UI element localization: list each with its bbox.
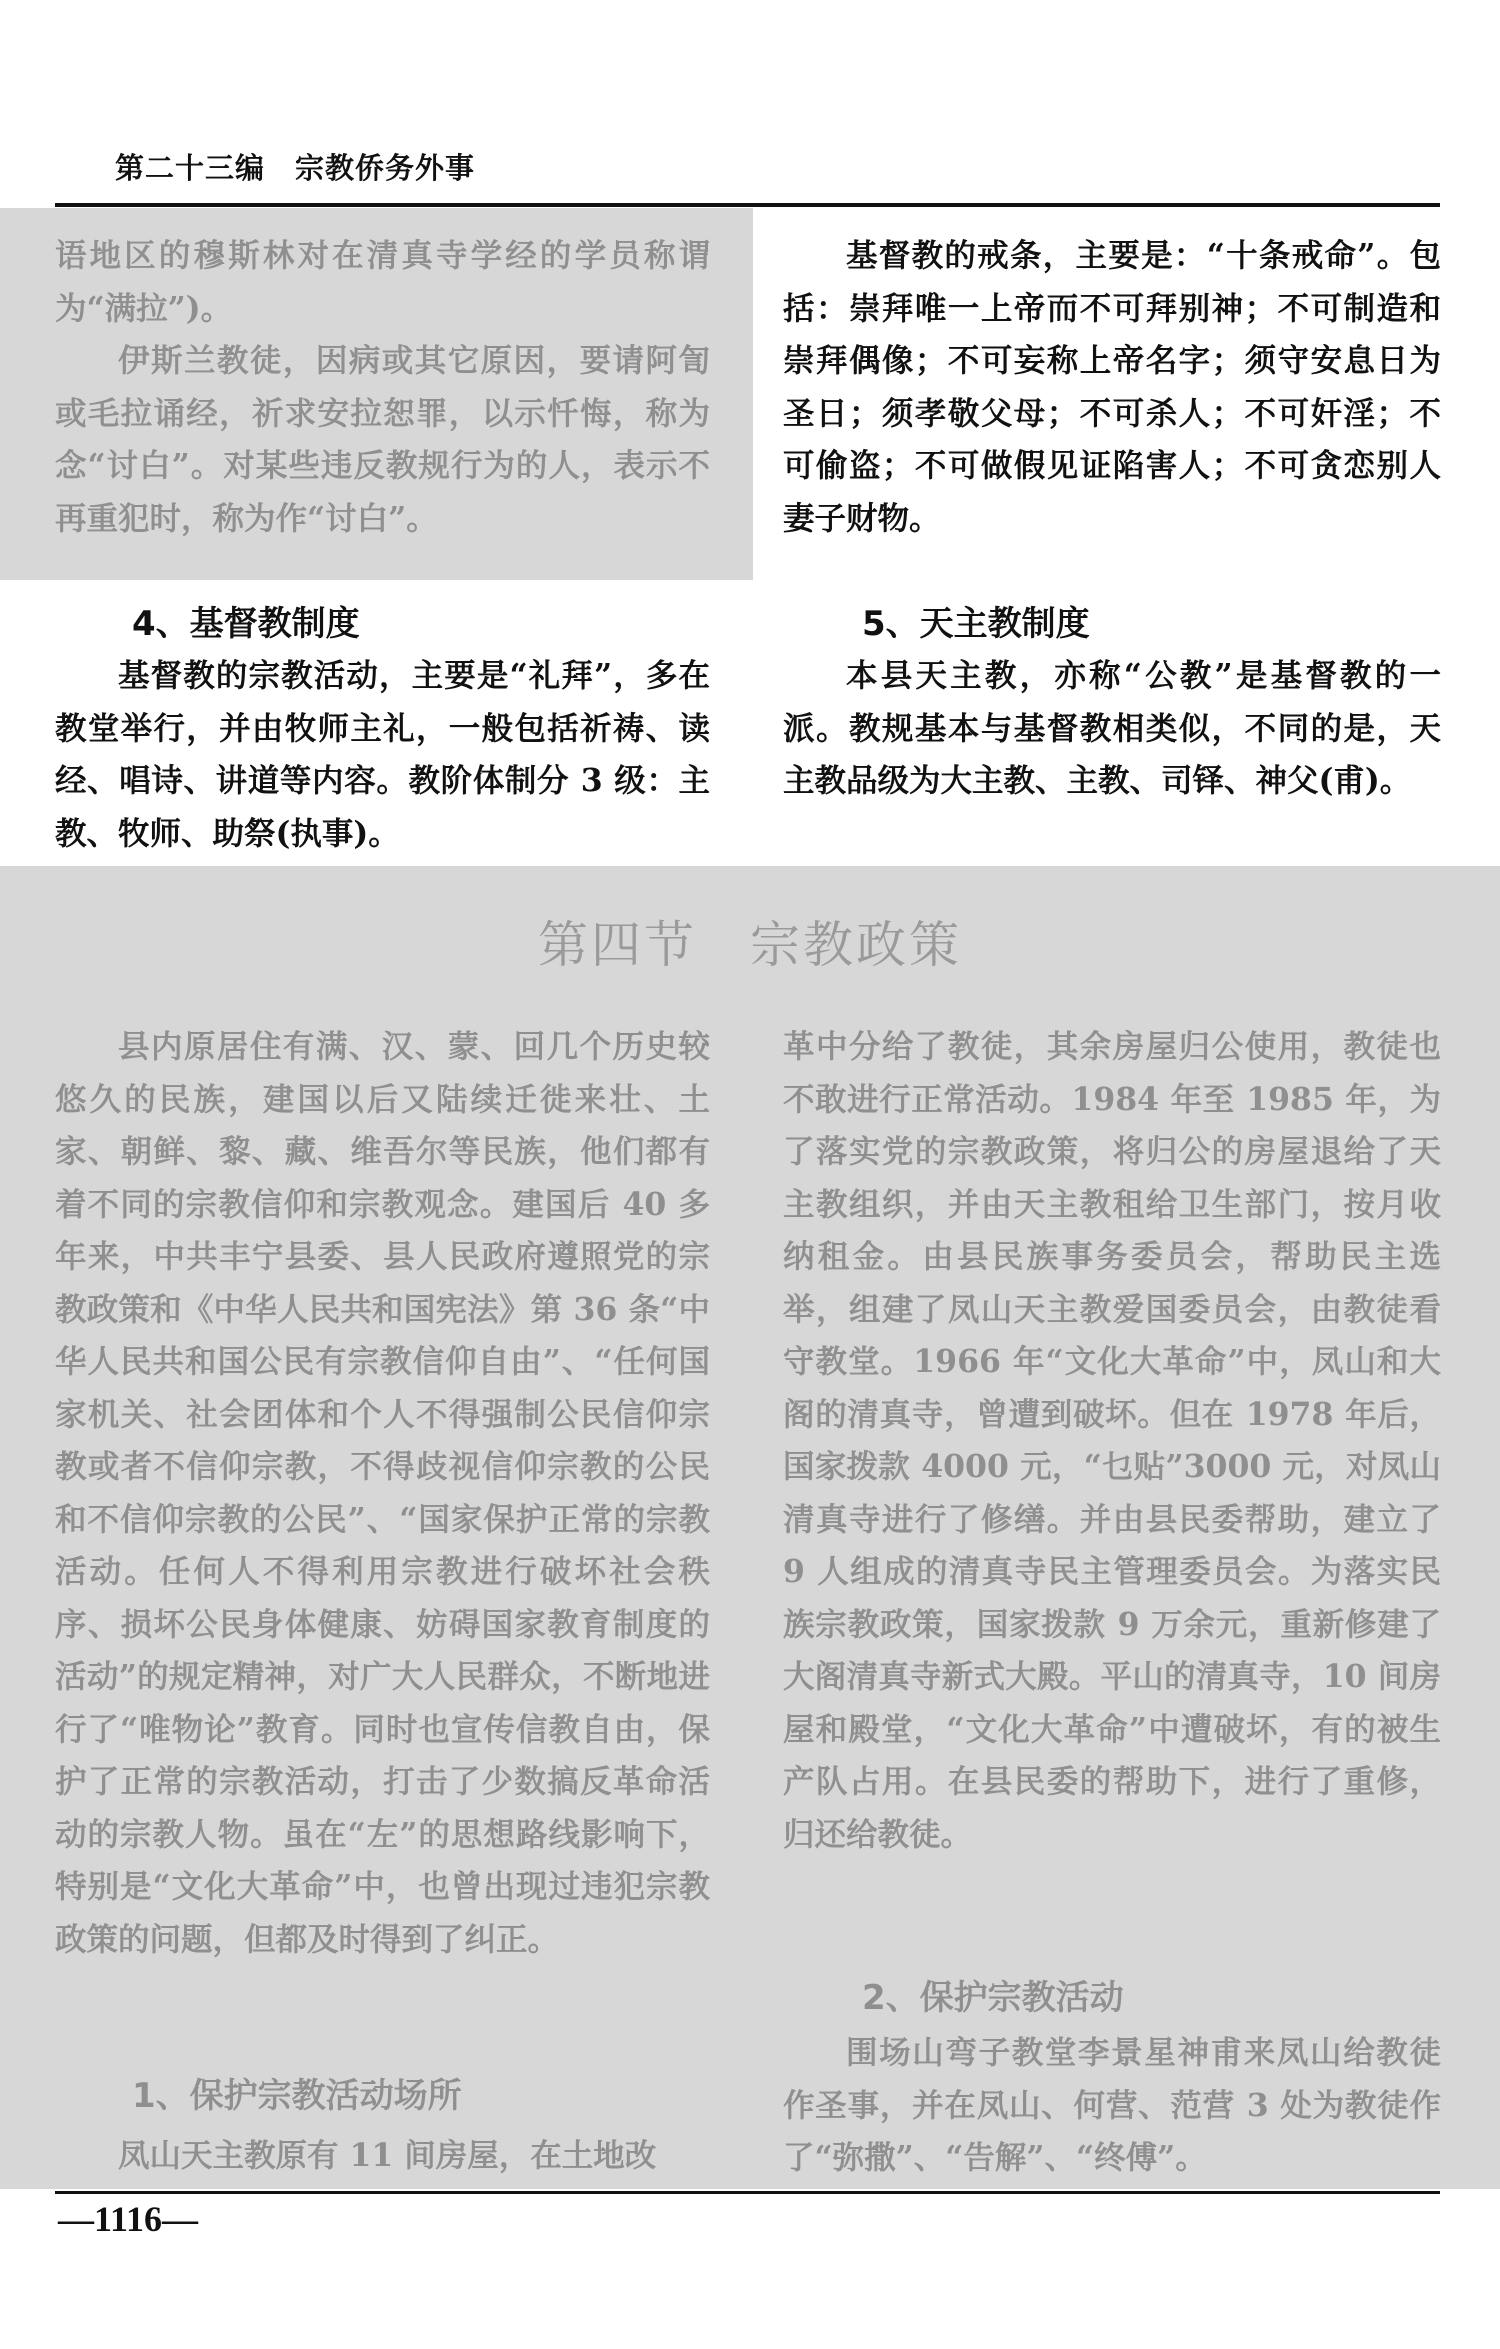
heading-protect-activities: 2、保护宗教活动 <box>862 1978 1124 2018</box>
paragraph: 革中分给了教徒，其余房屋归公使用，教徒也不敢进行正常活动。1984 年至 1985 年，为了落实党的宗教政策，将归公的房屋退给了天主教组织，并由天主教租给卫生部门，按月收纳租金。由县民族事务委员会，帮助民主选举，组建了凤山天主教爱国委员会，由教徒看守教堂。1966 年“文化大革命”中，凤山和大阁的清真寺，曾遭到破坏。但在 1978 年后，国家拨款 4000 元，“乜贴”3000 元，对凤山清真寺进行了修缮。并由县民委帮助，建立了 9 人组成的清真寺民主管理委员会。为落实民族宗教政策，国家拨款 9 万余元，重新修建了大阁清真寺新式大殿。平山的清真寺，10 间房屋和殿堂，“文化大革命”中遭破坏，有的被生产队占用。在县民委的帮助下，进行了重修，归还给教徒。 <box>783 1028 1441 1853</box>
header-rule <box>55 203 1440 207</box>
footer-rule <box>55 2191 1440 2194</box>
section-right-text <box>783 1021 1441 1861</box>
christian-system-text <box>55 650 710 860</box>
running-header: 第二十三编 宗教侨务外事 <box>115 151 476 185</box>
catholic-system-text <box>783 650 1441 808</box>
heading-protect-sites: 1、保护宗教活动场所 <box>132 2076 462 2116</box>
paragraph: 凤山天主教原有 11 间房屋，在土地改 <box>118 2137 657 2174</box>
section-right-text-2 <box>783 2027 1441 2185</box>
upper-right-text <box>783 230 1441 545</box>
paragraph: 基督教的戒条，主要是：“十条戒命”。包括：崇拜唯一上帝而不可拜别神；不可制造和崇拜偶像；不可妄称上帝名字；须守安息日为圣日；须孝敬父母；不可杀人；不可奸淫；不可偷盗；不可做假见证陷害人；不可贪恋别人妻子财物。 <box>783 237 1441 537</box>
paragraph: 基督教的宗教活动，主要是“礼拜”，多在教堂举行，并由牧师主礼，一般包括祈祷、读经、唱诗、讲道等内容。教阶体制分 3 级：主教、牧师、助祭(执事)。 <box>55 657 710 852</box>
section-left-text <box>55 1021 710 1966</box>
upper-left-text <box>55 230 710 545</box>
heading-catholic-system: 5、天主教制度 <box>862 604 1090 644</box>
section-title: 第四节 宗教政策 <box>538 916 962 974</box>
heading-christian-system: 4、基督教制度 <box>132 604 360 644</box>
paragraph: 县内原居住有满、汉、蒙、回几个历史较悠久的民族，建国以后又陆续迁徙来壮、土家、朝鲜、黎、藏、维吾尔等民族，他们都有着不同的宗教信仰和宗教观念。建国后 40 多年来，中共丰宁县委、县人民政府遵照党的宗教政策和《中华人民共和国宪法》第 36 条“中华人民共和国公民有宗教信仰自由”、“任何国家机关、社会团体和个人不得强制公民信仰宗教或者不信仰宗教，不得歧视信仰宗教的公民和不信仰宗教的公民”、“国家保护正常的宗教活动。任何人不得利用宗教进行破坏社会秩序、损坏公民身体健康、妨碍国家教育制度的活动”的规定精神，对广大人民群众，不断地进行了“唯物论”教育。同时也宣传信教自由，保护了正常的宗教活动，打击了少数搞反革命活动的宗教人物。虽在“左”的思想路线影响下，特别是“文化大革命”中，也曾出现过违犯宗教政策的问题，但都及时得到了纠正。 <box>55 1028 710 1958</box>
paragraph: 语地区的穆斯林对在清真寺学经的学员称谓为“满拉”)。 <box>55 237 710 327</box>
page-number: —1116— <box>58 2199 199 2239</box>
section-left-text-2 <box>55 2130 710 2183</box>
paragraph: 围场山弯子教堂李景星神甫来凤山给教徒作圣事，并在凤山、何营、范营 3 处为教徒作了“弥撒”、“告解”、“终傅”。 <box>783 2034 1441 2176</box>
paragraph: 本县天主教，亦称“公教”是基督教的一派。教规基本与基督教相类似，不同的是，天主教品级为大主教、主教、司铎、神父(甫)。 <box>783 657 1441 799</box>
paragraph: 伊斯兰教徒，因病或其它原因，要请阿訇或毛拉诵经，祈求安拉恕罪，以示忏悔，称为念“讨白”。对某些违反教规行为的人，表示不再重犯时，称为作“讨白”。 <box>55 342 710 537</box>
